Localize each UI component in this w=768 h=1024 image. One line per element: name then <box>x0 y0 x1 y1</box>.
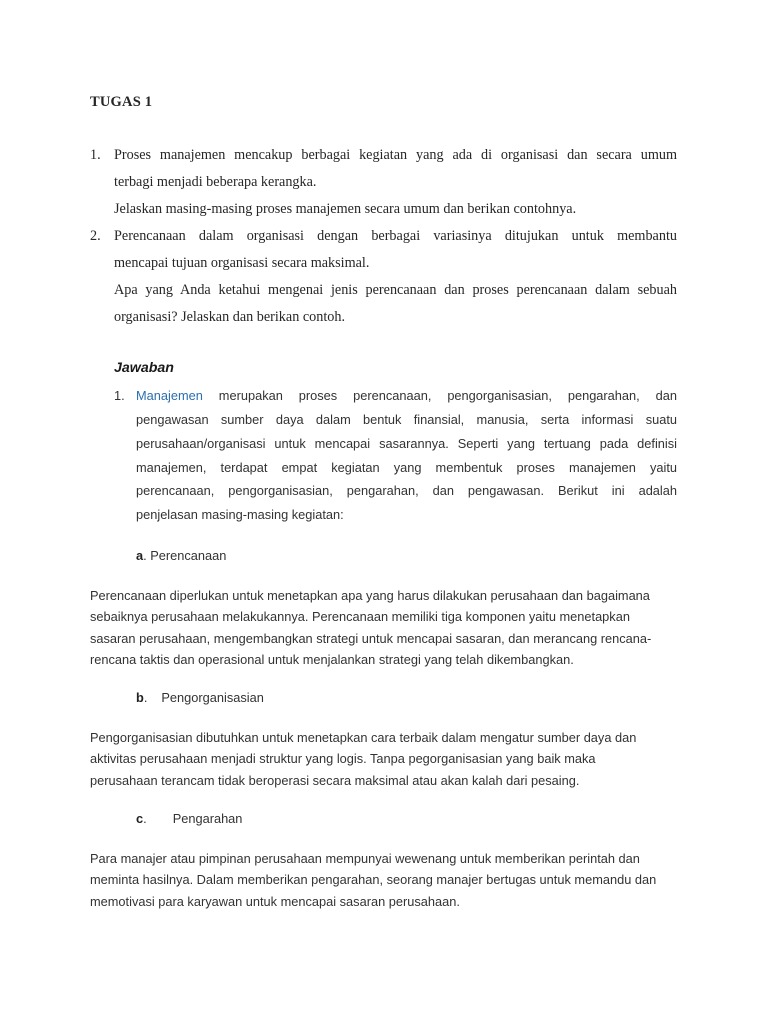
answer-number: 1. <box>114 388 125 403</box>
answer-heading: Jawaban <box>114 360 174 376</box>
section-sep: . <box>143 811 147 826</box>
question-line: mencapai tujuan organisasi secara maksimal. <box>114 255 370 271</box>
question-line: organisasi? Jelaskan dan berikan contoh. <box>114 309 346 325</box>
section-sep: . <box>143 690 148 705</box>
answer-line: pengawasan sumber daya dalam bentuk finansial, manusia, serta informasi suatu <box>136 412 677 427</box>
question-line: Proses manajemen mencakup berbagai kegiatan yang ada di organisasi dan secara umum <box>114 147 677 163</box>
answer-line: perusahaan/organisasi untuk mencapai sasarannya. Seperti yang tertuang pada definisi <box>136 436 677 451</box>
question-line: Jelaskan masing-masing proses manajemen secara umum dan berikan contohnya. <box>114 201 577 217</box>
section-letter: b <box>136 690 144 705</box>
paragraph-line: sebaiknya perusahaan melakukannya. Perencanaan memiliki tiga komponen yaitu menetapkan <box>90 609 630 624</box>
paragraph-line: Perencanaan diperlukan untuk menetapkan apa yang harus dilakukan perusahaan dan bagaimana <box>90 588 650 603</box>
question-line: Perencanaan dalam organisasi dengan berbagai variasinya ditujukan untuk membantu <box>114 228 677 244</box>
answer-line <box>136 388 677 403</box>
paragraph-line: memotivasi para karyawan untuk mencapai sasaran perusahaan. <box>90 894 460 909</box>
section-letter: a <box>136 548 144 563</box>
paragraph-line: meminta hasilnya. Dalam memberikan pengarahan, seorang manajer bertugas untuk memandu dan <box>90 872 657 887</box>
section-title: Perencanaan <box>146 548 227 563</box>
paragraph-line: aktivitas perusahaan menjadi struktur yang logis. Tanpa pegorganisasian yang baik maka <box>90 751 596 766</box>
section-heading <box>136 811 242 826</box>
paragraph-line: perusahaan terancam tidak beroperasi secara maksimal atau akan kalah dari pesaing. <box>90 773 580 788</box>
section-title: Pengarahan <box>172 811 243 826</box>
section-title: Pengorganisasian <box>161 690 264 705</box>
answer-line: perencanaan, pengorganisasian, pengarahan, dan pengawasan. Berikut ini adalah <box>136 483 677 498</box>
document-title: TUGAS 1 <box>90 94 153 110</box>
paragraph-line: Pengorganisasian dibutuhkan untuk menetapkan cara terbaik dalam mengatur sumber daya dan <box>90 730 637 745</box>
question-number: 2. <box>90 228 101 244</box>
paragraph-line: Para manajer atau pimpinan perusahaan mempunyai wewenang untuk memberikan perintah dan <box>90 851 640 866</box>
paragraph-line: rencana taktis dan operasional untuk menjalankan strategi yang telah dikembangkan. <box>90 652 574 667</box>
section-heading <box>136 548 226 563</box>
answer-line: penjelasan masing-masing kegiatan: <box>136 507 344 522</box>
section-letter: c <box>136 811 144 826</box>
manajemen-link[interactable]: Manajemen <box>136 388 203 403</box>
answer-line-text: merupakan proses perencanaan, pengorganisasian, pengarahan, dan <box>202 388 677 403</box>
section-sep: . <box>143 548 147 563</box>
section-heading <box>136 690 264 705</box>
answer-line: manajemen, terdapat empat kegiatan yang membentuk proses manajemen yaitu <box>136 460 677 475</box>
question-line: terbagi menjadi beberapa kerangka. <box>114 174 317 190</box>
question-line: Apa yang Anda ketahui mengenai jenis perencanaan dan proses perencanaan dalam sebuah <box>114 282 677 298</box>
question-number: 1. <box>90 147 101 163</box>
paragraph-line: sasaran perusahaan, mengembangkan strategi untuk mencapai sasaran, dan merancang rencana- <box>90 631 652 646</box>
